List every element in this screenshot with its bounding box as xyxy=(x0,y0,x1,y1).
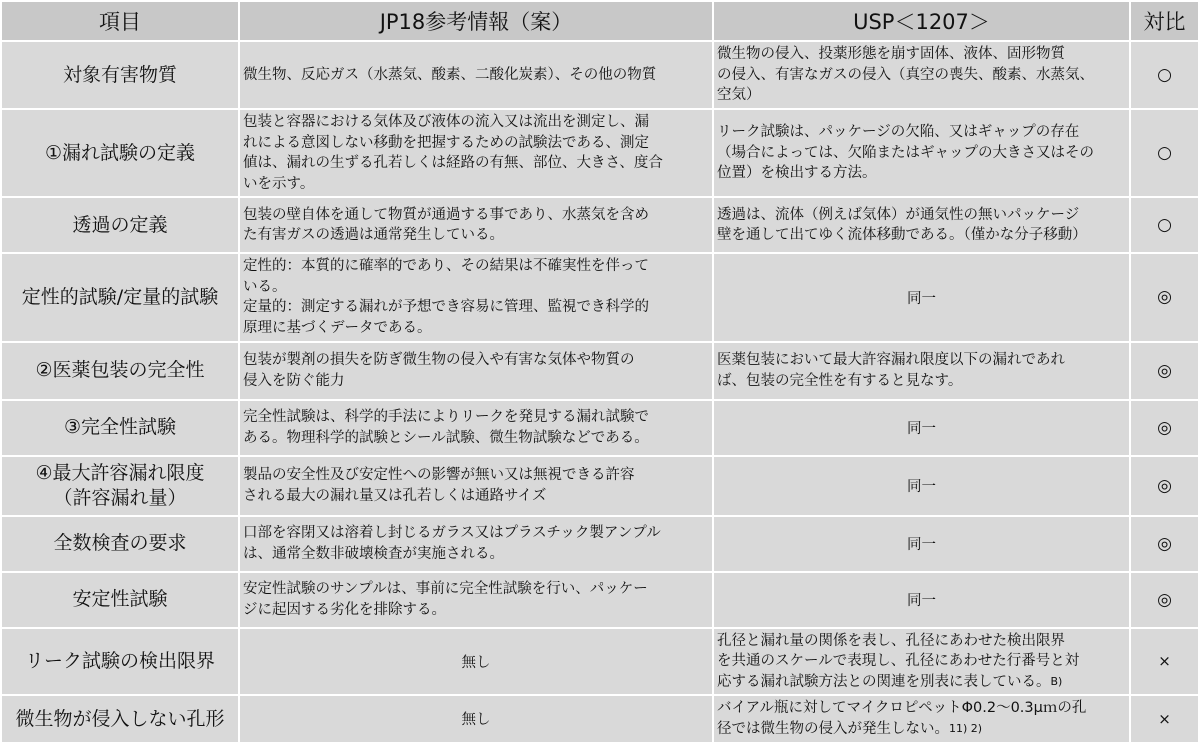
row-jp18: 包装の壁自体を通して物質が通過する事であり、水蒸気を含め た有害ガスの透過は通常発生している。 xyxy=(240,198,712,252)
row-item: ②医薬包装の完全性 xyxy=(2,343,238,399)
row-item: 安定性試験 xyxy=(2,573,238,627)
row-compare-mark: × xyxy=(1131,696,1198,741)
header-jp18: JP18参考情報（案） xyxy=(240,2,712,40)
row-usp: 医薬包装において最大許容漏れ限度以下の漏れであれ ば、包装の完全性を有すると見なす。 xyxy=(714,343,1129,399)
row-compare-mark: ◎ xyxy=(1131,254,1198,340)
row-compare-mark: ◎ xyxy=(1131,457,1198,515)
row-jp18-none: 無し xyxy=(240,696,712,741)
row-jp18: 口部を容閉又は溶着し封じるガラス又はプラスチック製アンプル は、通常全数非破壊検査が実施される。 xyxy=(240,517,712,571)
row-compare-mark: ◎ xyxy=(1131,573,1198,627)
table-row xyxy=(2,573,1198,627)
table-row xyxy=(2,457,1198,515)
row-jp18: 微生物、反応ガス（水蒸気、酸素、二酸化炭素）、その他の物質 xyxy=(240,42,712,108)
row-compare-mark: ○ xyxy=(1131,198,1198,252)
table-row xyxy=(2,254,1198,340)
row-compare-mark: ○ xyxy=(1131,110,1198,196)
row-item: 全数検査の要求 xyxy=(2,517,238,571)
row-usp: 透過は、流体（例えば気体）が通気性の無いパッケージ 壁を通して出てゆく流体移動である。（僅かな分子移動） xyxy=(714,198,1129,252)
table-row xyxy=(2,629,1198,695)
row-item: 微生物が侵入しない孔形 xyxy=(2,696,238,741)
row-compare-mark: ◎ xyxy=(1131,401,1198,455)
row-jp18: 包装が製剤の損失を防ぎ微生物の侵入や有害な気体や物質の 侵入を防ぐ能力 xyxy=(240,343,712,399)
table-row xyxy=(2,696,1198,741)
row-jp18-none: 無し xyxy=(240,629,712,695)
row-usp-same: 同一 xyxy=(714,457,1129,515)
row-compare-mark: × xyxy=(1131,629,1198,695)
row-jp18: 安定性試験のサンプルは、事前に完全性試験を行い、パッケー ジに起因する劣化を排除する。 xyxy=(240,573,712,627)
row-compare-mark: ◎ xyxy=(1131,517,1198,571)
row-usp: バイアル瓶に対してマイクロピペットΦ0.2～0.3μｍの孔 径では微生物の侵入が発生しない。$^{11) 2)}$ xyxy=(714,696,1129,741)
header-compare: 対比 xyxy=(1131,2,1198,40)
row-item: リーク試験の検出限界 xyxy=(2,629,238,695)
row-usp-same: 同一 xyxy=(714,517,1129,571)
table-row xyxy=(2,401,1198,455)
row-item: ③完全性試験 xyxy=(2,401,238,455)
table-row xyxy=(2,198,1198,252)
table-row xyxy=(2,42,1198,108)
row-item: 透過の定義 xyxy=(2,198,238,252)
table-row xyxy=(2,110,1198,196)
header-item: 項目 xyxy=(2,2,238,40)
row-usp: 微生物の侵入、投薬形態を崩す固体、液体、固形物質 の侵入、有害なガスの侵入（真空の喪失、酸素、水蒸気、 空気） xyxy=(714,42,1129,108)
row-usp: リーク試験は、パッケージの欠陥、又はギャップの存在 （場合によっては、欠陥またはギャップの大きさ又はその 位置）を検出する方法。 xyxy=(714,110,1129,196)
row-usp-same: 同一 xyxy=(714,254,1129,340)
row-jp18: 包装と容器における気体及び液体の流入又は流出を測定し、漏 れによる意図しない移動を把握するための試験法である、測定 値は、漏れの生ずる孔若しくは経路の有無、部位、大きさ、度合 いを示す。 xyxy=(240,110,712,196)
row-item: 定性的試験/定量的試験 xyxy=(2,254,238,340)
row-compare-mark: ◎ xyxy=(1131,343,1198,399)
row-compare-mark: ○ xyxy=(1131,42,1198,108)
reference-mark: B) xyxy=(1050,674,1063,688)
table-row xyxy=(2,343,1198,399)
row-usp: 孔径と漏れ量の関係を表し、孔径にあわせた検出限界 を共通のスケールで表現し、孔径にあわせた行番号と対 応する漏れ試験方法との関連を別表に表している。$^{B)}$ xyxy=(714,629,1129,695)
row-usp-same: 同一 xyxy=(714,401,1129,455)
row-usp-same: 同一 xyxy=(714,573,1129,627)
row-item: ①漏れ試験の定義 xyxy=(2,110,238,196)
header-usp: USP＜1207＞ xyxy=(714,2,1129,40)
row-jp18: 製品の安全性及び安定性への影響が無い又は無視できる許容 される最大の漏れ量又は孔若しくは通路サイズ xyxy=(240,457,712,515)
reference-mark: 11) 2) xyxy=(949,721,983,735)
row-jp18: 完全性試験は、科学的手法によりリークを発見する漏れ試験で ある。物理科学的試験とシール試験、微生物試験などである。 xyxy=(240,401,712,455)
row-item: ④最大許容漏れ限度 （許容漏れ量） xyxy=(2,457,238,515)
row-item: 対象有害物質 xyxy=(2,42,238,108)
row-jp18: 定性的：本質的に確率的であり、その結果は不確実性を伴って いる。 定量的：測定する漏れが予想でき容易に管理、監視でき科学的 原理に基づくデータである。 xyxy=(240,254,712,340)
table-row xyxy=(2,517,1198,571)
header-row xyxy=(2,2,1198,40)
